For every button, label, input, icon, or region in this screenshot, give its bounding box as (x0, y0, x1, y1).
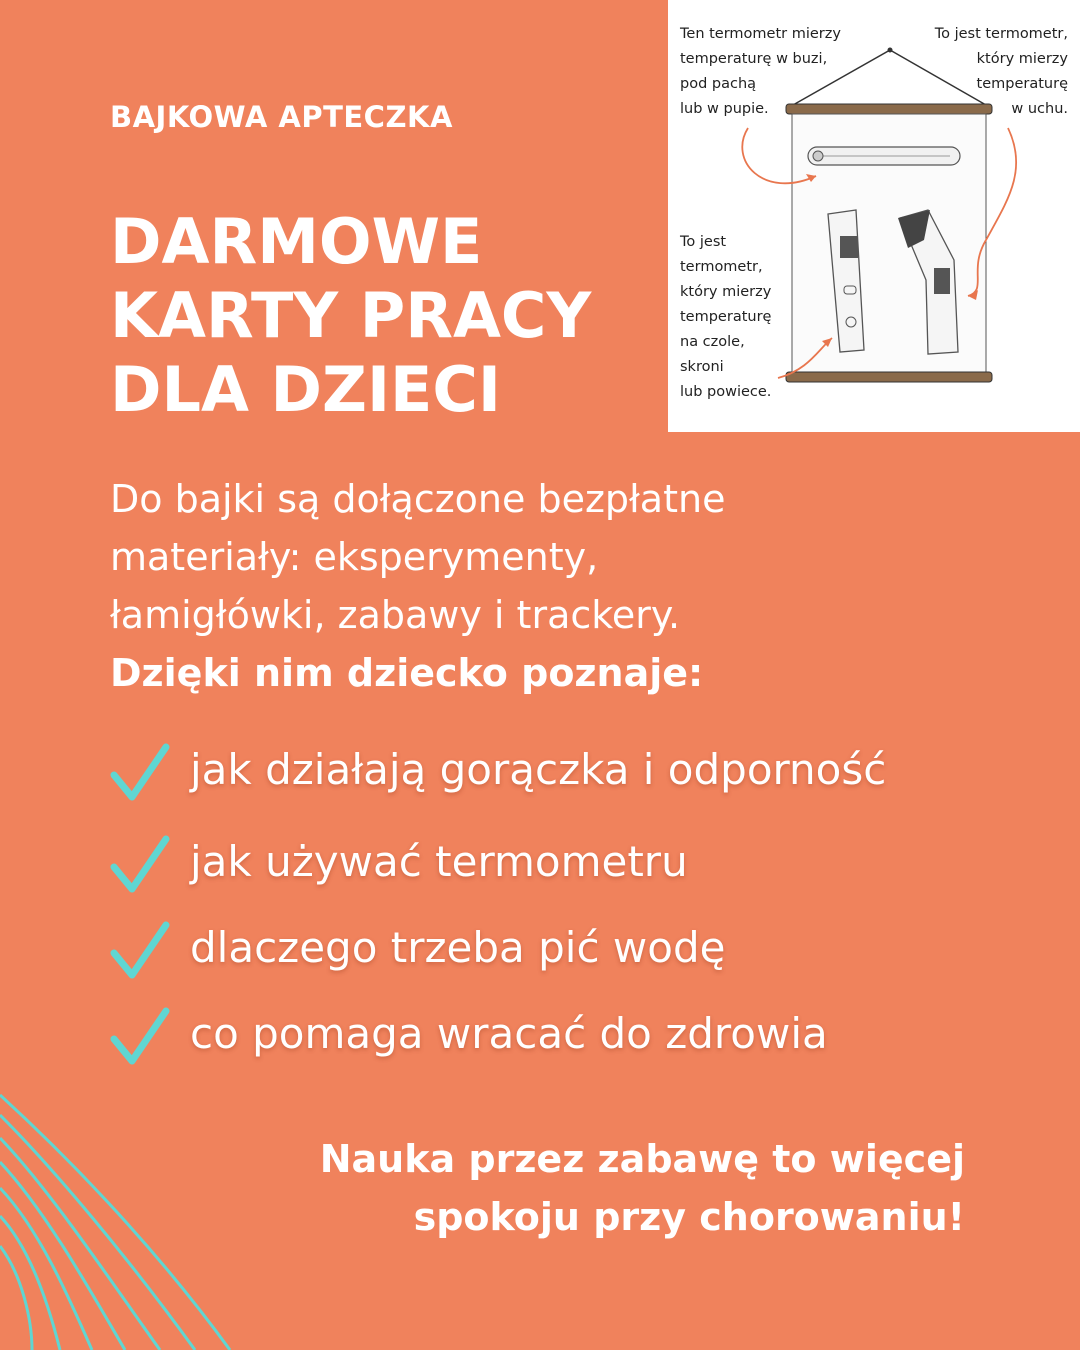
headline (110, 205, 670, 427)
intro-line: Do bajki są dołączone bezpłatne (110, 477, 726, 521)
intro-bold-line: Dzięki nim dziecko poznaje: (110, 651, 704, 695)
illustration-panel (668, 0, 1080, 432)
checklist-item-label: jak działają gorączka i odporność (190, 745, 887, 794)
checklist-item-label: dlaczego trzeba pić wodę (190, 923, 726, 972)
checklist-item-label: jak używać termometru (190, 837, 688, 886)
wave-lines-decoration (0, 1090, 240, 1350)
caption-oral-thermometer: Ten termometr mierzy temperaturę w buzi, pod pachą lub w pupie. (680, 26, 841, 117)
checkmark-icon (110, 919, 170, 981)
caption-forehead-thermometer: To jest termometr, który mierzy temperaturę na czole, skroni lub powiece. (680, 234, 772, 400)
intro-line: materiały: eksperymenty, (110, 535, 599, 579)
headline-line: DLA DZIECI (110, 353, 501, 426)
caption-ear-thermometer: To jest termometr, który mierzy temperaturę w uchu. (934, 26, 1068, 117)
intro-text (110, 470, 1010, 702)
closing-message (320, 1130, 965, 1246)
intro-line: łamigłówki, zabawy i trackery. (110, 593, 681, 637)
brand-label: BAJKOWA APTECZKA (110, 100, 453, 134)
checkmark-icon (110, 741, 170, 803)
checkmark-icon (110, 833, 170, 895)
closing-line: spokoju przy chorowaniu! (413, 1195, 965, 1239)
headline-line: KARTY PRACY (110, 279, 592, 352)
checklist-item-label: co pomaga wracać do zdrowia (190, 1009, 828, 1058)
checkmark-icon (110, 1005, 170, 1067)
closing-line: Nauka przez zabawę to więcej (319, 1137, 965, 1181)
headline-line: DARMOWE (110, 205, 483, 278)
